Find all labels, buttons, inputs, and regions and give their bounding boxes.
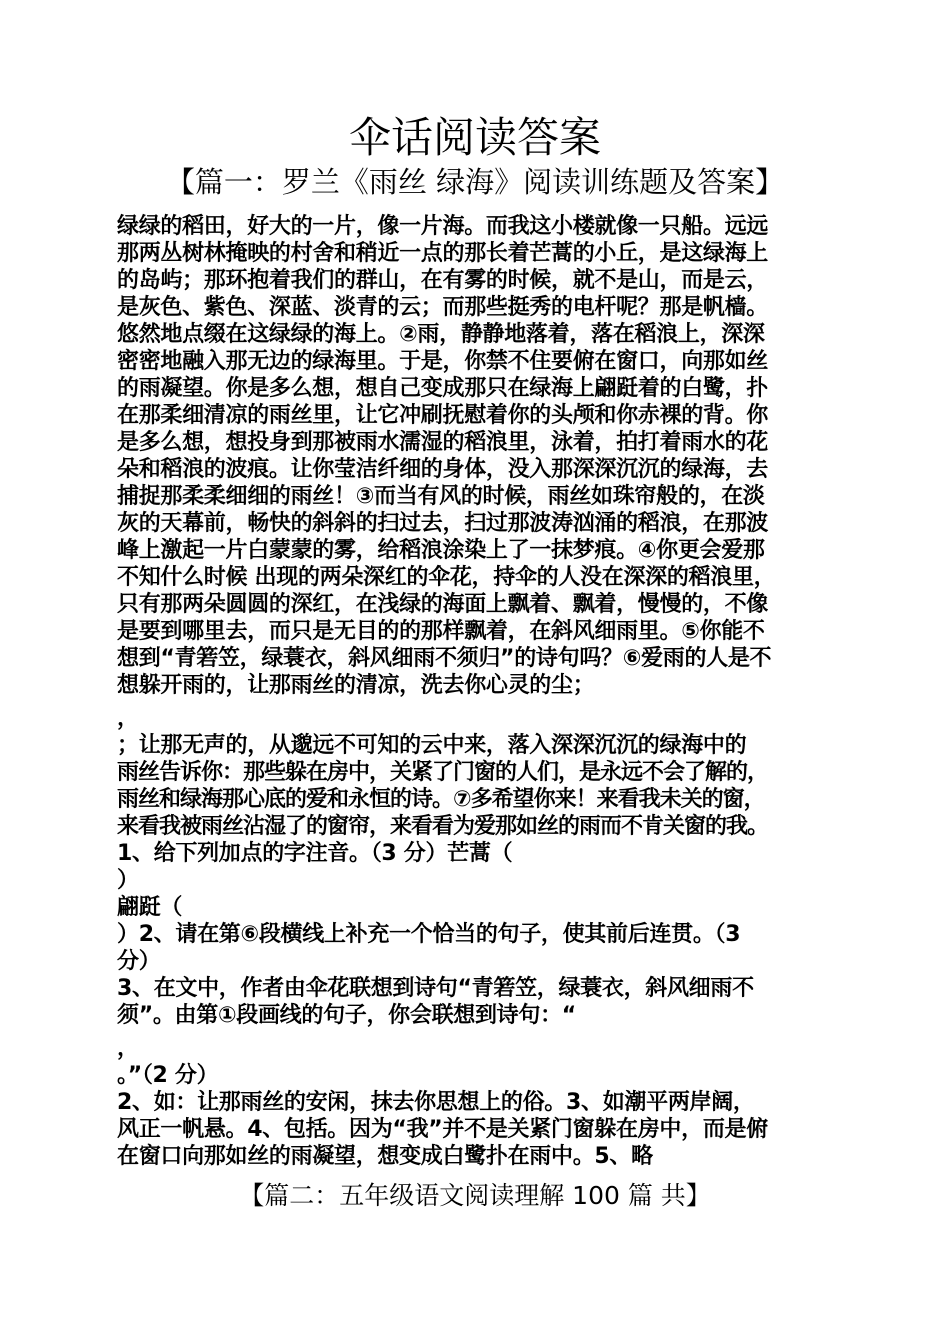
question-line: ， [117,1036,139,1061]
text-line: 捕捉那柔柔细细的雨丝！③而当有风的时候，雨丝如珠帘般的，在淡 [117,484,765,509]
question-line: ） [117,868,139,893]
text-line: 灰的天幕前，畅快的斜斜的扫过去，扫过那波涛汹涌的稻浪，在那波 [117,511,769,536]
question-line: 1、给下列加点的字注音。（3 分）芒蒿（ [117,841,513,866]
page-title: 伞话阅读答案 [348,113,601,162]
text-line: 想躲开雨的，让那雨丝的清凉，洗去你心灵的尘； [117,673,595,698]
text-line: 在那柔细清凉的雨丝里，让它冲刷抚慰着你的头颅和你赤裸的背。你 [117,403,769,428]
text-line: 绿绿的稻田，好大的一片，像一片海。而我这小楼就像一只船。远远 [117,214,769,239]
text-line: 是灰色、紫色、深蓝、淡青的云；而那些挺秀的电杆呢？那是帆樯。 [117,295,769,320]
section-heading: 【篇一：罗兰《雨丝 绿海》阅读训练题及答案】 [165,165,785,199]
question-line: 分） [117,949,161,974]
text-line: 不知什么时候 出现的两朵深红的伞花，持伞的人没在深深的稻浪里， [117,565,776,590]
text-line: 峰上激起一片白蒙蒙的雾，给稻浪涂染上了一抹梦痕。④你更会爱那 [117,538,765,563]
question-line: 须”。由第①段画线的句子，你会联想到诗句：“ [117,1003,576,1028]
text-line: ， [117,706,139,731]
text-line: 悠然地点缀在这绿绿的海上。②雨，静静地落着，落在稻浪上，深深 [117,322,765,347]
article-body [117,213,843,1170]
text-line: 想到“青箬笠，绿蓑衣，斜风细雨不须归”的诗句吗？⑥爱雨的人是不 [117,646,772,671]
text-line: 密密地融入那无边的绿海里。于是，你禁不住要俯在窗口，向那如丝 [117,349,769,374]
text-line: 是多么想，想投身到那被雨水濡湿的稻浪里，泳着，拍打着雨水的花 [117,430,769,455]
text-line: 雨丝告诉你：那些躲在房中，关紧了门窗的人们，是永远不会了解的， [117,760,769,785]
answer-line: 风正一帆悬。4、包括。因为“我”并不是关紧门窗躲在房中，而是俯 [117,1117,768,1142]
question-line: 翩跹（ [117,895,183,920]
next-section-heading: 【篇二：五年级语文阅读理解 100 篇 共】 [239,1181,711,1210]
question-line: 。”（2 分） [117,1063,219,1088]
text-line: 那两丛树林掩映的村舍和稍近一点的那长着芒蒿的小丘，是这绿海上 [117,241,769,266]
text-line: 朵和稻浪的波痕。让你莹洁纤细的身体，没入那深深沉沉的绿海，去 [117,457,769,482]
text-line: ；让那无声的，从邈远不可知的云中来，落入深深沉沉的绿海中的 [117,733,747,758]
answer-line: 2、如：让那雨丝的安闲，抹去你思想上的俗。3、如潮平两岸阔， [117,1090,755,1115]
text-line: 来看我被雨丝沾湿了的窗帘，来看看为爱那如丝的雨而不肯关窗的我。 [117,814,769,839]
answer-line: 在窗口向那如丝的雨凝望，想变成白鹭扑在雨中。5、略 [117,1144,653,1169]
text-line: 雨丝和绿海那心底的爱和永恒的诗。⑦多希望你来！来看我未关的窗， [117,787,765,812]
text-line: 的岛屿；那环抱着我们的群山，在有雾的时候，就不是山，而是云， [117,268,769,293]
text-line: 的雨凝望。你是多么想，想自己变成那只在绿海上翩跹着的白鹭，扑 [117,376,769,401]
text-line: 只有那两朵圆圆的深红，在浅绿的海面上飘着、飘着，慢慢的，不像 [117,592,769,617]
question-line: ）2、请在第⑥段横线上补充一个恰当的句子，使其前后连贯。（3 [117,922,741,947]
text-line: 是要到哪里去，而只是无目的的那样飘着，在斜风细雨里。⑤你能不 [117,619,765,644]
question-line: 3、在文中，作者由伞花联想到诗句“青箬笠，绿蓑衣，斜风细雨不 [117,976,754,1001]
